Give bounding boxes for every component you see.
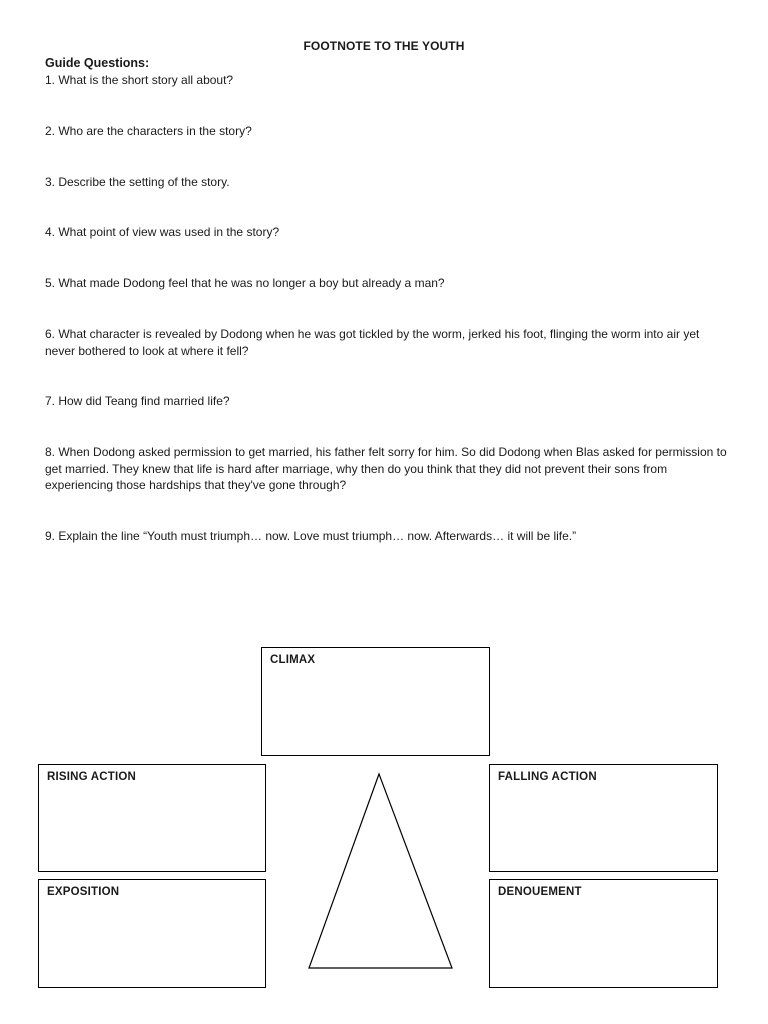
question-2: 2. Who are the characters in the story? — [45, 124, 252, 138]
denouement-box[interactable] — [489, 879, 718, 988]
question-1: 1. What is the short story all about? — [45, 73, 234, 87]
climax-box[interactable] — [261, 647, 490, 756]
question-6: 6. What character is revealed by Dodong when he was got tickled by the worm, jerked his foot, flinging the worm into air yet never bothered to look at where it fell? — [45, 327, 700, 358]
falling-action-box[interactable] — [489, 764, 718, 872]
triangle-shape — [309, 774, 452, 968]
rising-action-label: RISING ACTION — [47, 771, 137, 783]
climax-label: CLIMAX — [270, 654, 316, 666]
exposition-box[interactable] — [38, 879, 266, 988]
question-8: 8. When Dodong asked permission to get married, his father felt sorry for him. So did Dodong when Blas asked for permission to get married. They knew that life is hard after marriage, why then do you think that they did not prevent their sons from experiencing those hardships that they've gone through? — [45, 445, 727, 492]
falling-action-label: FALLING ACTION — [498, 771, 597, 783]
exposition-label: EXPOSITION — [47, 886, 120, 898]
question-9: 9. Explain the line “Youth must triumph… now. Love must triumph… now. Afterwards… it will be life.” — [45, 529, 577, 543]
question-3: 3. Describe the setting of the story. — [45, 175, 230, 189]
question-7: 7. How did Teang find married life? — [45, 394, 230, 408]
denouement-label: DENOUEMENT — [498, 886, 582, 898]
plot-triangle — [305, 770, 457, 972]
guide-questions-heading: Guide Questions: — [45, 56, 150, 70]
rising-action-box[interactable] — [38, 764, 266, 872]
page-title: FOOTNOTE TO THE YOUTH — [303, 39, 465, 53]
question-4: 4. What point of view was used in the story? — [45, 225, 280, 239]
question-5: 5. What made Dodong feel that he was no longer a boy but already a man? — [45, 276, 445, 290]
